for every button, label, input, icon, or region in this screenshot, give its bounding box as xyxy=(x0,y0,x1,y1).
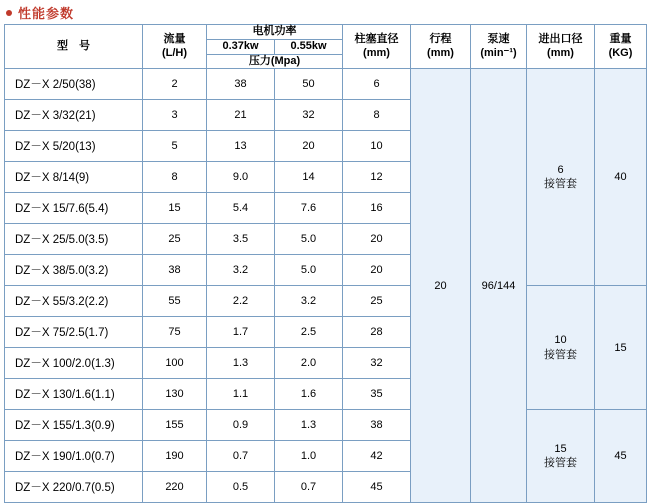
cell-power-037: 13 xyxy=(207,131,275,162)
cell-power-055: 1.3 xyxy=(275,410,343,441)
cell-power-037: 1.3 xyxy=(207,348,275,379)
col-header-stroke-unit: (mm) xyxy=(427,46,454,59)
cell-flow: 5 xyxy=(143,131,207,162)
cell-plunger: 38 xyxy=(343,410,411,441)
cell-plunger: 6 xyxy=(343,69,411,100)
cell-model: DZ－X 5/20(13) xyxy=(5,131,143,162)
cell-power-037: 0.5 xyxy=(207,472,275,503)
cell-port-type: 接管套 xyxy=(544,457,577,470)
cell-model: DZ－X 15/7.6(5.4) xyxy=(5,193,143,224)
cell-power-037: 9.0 xyxy=(207,162,275,193)
cell-weight: 45 xyxy=(595,410,647,503)
cell-model: DZ－X 8/14(9) xyxy=(5,162,143,193)
cell-flow: 220 xyxy=(143,472,207,503)
cell-power-055: 1.0 xyxy=(275,441,343,472)
table-row xyxy=(5,410,647,441)
col-header-stroke-label: 行程 xyxy=(429,32,452,45)
cell-flow: 55 xyxy=(143,286,207,317)
cell-pump-speed: 96/144 xyxy=(471,69,527,503)
cell-model: DZ－X 155/1.3(0.9) xyxy=(5,410,143,441)
cell-plunger: 28 xyxy=(343,317,411,348)
bullet-icon xyxy=(6,10,12,16)
cell-port xyxy=(527,286,595,410)
cell-port-size: 6 xyxy=(557,163,564,176)
col-header-stroke xyxy=(411,25,471,69)
cell-model: DZ－X 25/5.0(3.5) xyxy=(5,224,143,255)
cell-port-type: 接管套 xyxy=(544,348,577,361)
cell-model: DZ－X 100/2.0(1.3) xyxy=(5,348,143,379)
col-header-weight-label: 重量 xyxy=(609,32,632,45)
cell-power-037: 2.2 xyxy=(207,286,275,317)
table-body xyxy=(5,69,647,503)
cell-flow: 38 xyxy=(143,255,207,286)
table-header xyxy=(5,25,647,69)
cell-power-037: 3.2 xyxy=(207,255,275,286)
cell-power-055: 14 xyxy=(275,162,343,193)
cell-weight: 40 xyxy=(595,69,647,286)
cell-plunger: 42 xyxy=(343,441,411,472)
cell-plunger: 8 xyxy=(343,100,411,131)
header-row-1 xyxy=(5,25,647,40)
cell-flow: 130 xyxy=(143,379,207,410)
cell-model: DZ－X 190/1.0(0.7) xyxy=(5,441,143,472)
col-header-motor-037: 0.37kw xyxy=(207,39,275,54)
col-header-pressure: 压力(Mpa) xyxy=(207,54,343,69)
col-header-plunger-label: 柱塞直径 xyxy=(354,32,399,45)
cell-power-055: 5.0 xyxy=(275,255,343,286)
col-header-pump-speed xyxy=(471,25,527,69)
cell-flow: 155 xyxy=(143,410,207,441)
col-header-port xyxy=(527,25,595,69)
cell-power-037: 0.9 xyxy=(207,410,275,441)
cell-model: DZ－X 55/3.2(2.2) xyxy=(5,286,143,317)
cell-flow: 100 xyxy=(143,348,207,379)
cell-port-type: 接管套 xyxy=(544,178,577,191)
col-header-flow xyxy=(143,25,207,69)
cell-power-055: 1.6 xyxy=(275,379,343,410)
cell-flow: 15 xyxy=(143,193,207,224)
col-header-model: 型 号 xyxy=(5,25,143,69)
cell-weight: 15 xyxy=(595,286,647,410)
cell-power-055: 5.0 xyxy=(275,224,343,255)
cell-power-037: 1.7 xyxy=(207,317,275,348)
section-heading xyxy=(0,0,650,24)
cell-power-055: 2.0 xyxy=(275,348,343,379)
table-row xyxy=(5,69,647,100)
col-header-pump-speed-label: 泵速 xyxy=(487,32,510,45)
cell-plunger: 35 xyxy=(343,379,411,410)
cell-power-037: 0.7 xyxy=(207,441,275,472)
page-title: 性能参数 xyxy=(18,6,75,21)
cell-model: DZ－X 38/5.0(3.2) xyxy=(5,255,143,286)
col-header-motor-055: 0.55kw xyxy=(275,39,343,54)
cell-port-size: 15 xyxy=(554,442,567,455)
col-header-flow-unit: (L/H) xyxy=(161,46,188,59)
cell-flow: 190 xyxy=(143,441,207,472)
cell-flow: 25 xyxy=(143,224,207,255)
col-header-weight-unit: (KG) xyxy=(608,46,633,59)
cell-plunger: 32 xyxy=(343,348,411,379)
cell-flow: 75 xyxy=(143,317,207,348)
col-header-plunger-unit: (mm) xyxy=(363,46,390,59)
specification-table xyxy=(4,24,647,503)
cell-plunger: 45 xyxy=(343,472,411,503)
col-header-port-label: 进出口径 xyxy=(538,32,583,45)
cell-power-037: 3.5 xyxy=(207,224,275,255)
cell-power-055: 50 xyxy=(275,69,343,100)
cell-power-037: 38 xyxy=(207,69,275,100)
cell-plunger: 10 xyxy=(343,131,411,162)
cell-model: DZ－X 75/2.5(1.7) xyxy=(5,317,143,348)
cell-plunger: 25 xyxy=(343,286,411,317)
cell-plunger: 12 xyxy=(343,162,411,193)
cell-power-055: 2.5 xyxy=(275,317,343,348)
cell-model: DZ－X 3/32(21) xyxy=(5,100,143,131)
cell-port xyxy=(527,410,595,503)
cell-plunger: 20 xyxy=(343,255,411,286)
cell-port xyxy=(527,69,595,286)
cell-power-055: 32 xyxy=(275,100,343,131)
cell-plunger: 20 xyxy=(343,224,411,255)
cell-plunger: 16 xyxy=(343,193,411,224)
cell-flow: 2 xyxy=(143,69,207,100)
cell-power-055: 20 xyxy=(275,131,343,162)
cell-model: DZ－X 2/50(38) xyxy=(5,69,143,100)
col-header-plunger xyxy=(343,25,411,69)
cell-flow: 3 xyxy=(143,100,207,131)
cell-power-055: 0.7 xyxy=(275,472,343,503)
col-header-motor-power: 电机功率 xyxy=(207,25,343,40)
cell-stroke: 20 xyxy=(411,69,471,503)
cell-power-055: 3.2 xyxy=(275,286,343,317)
cell-flow: 8 xyxy=(143,162,207,193)
cell-power-037: 1.1 xyxy=(207,379,275,410)
col-header-port-unit: (mm) xyxy=(547,46,574,59)
table-row xyxy=(5,286,647,317)
cell-power-037: 5.4 xyxy=(207,193,275,224)
cell-model: DZ－X 220/0.7(0.5) xyxy=(5,472,143,503)
cell-power-037: 21 xyxy=(207,100,275,131)
col-header-weight xyxy=(595,25,647,69)
cell-port-size: 10 xyxy=(554,334,567,347)
cell-power-055: 7.6 xyxy=(275,193,343,224)
cell-model: DZ－X 130/1.6(1.1) xyxy=(5,379,143,410)
col-header-pump-speed-unit: (min⁻¹) xyxy=(480,46,517,59)
col-header-flow-label: 流量 xyxy=(163,32,186,45)
